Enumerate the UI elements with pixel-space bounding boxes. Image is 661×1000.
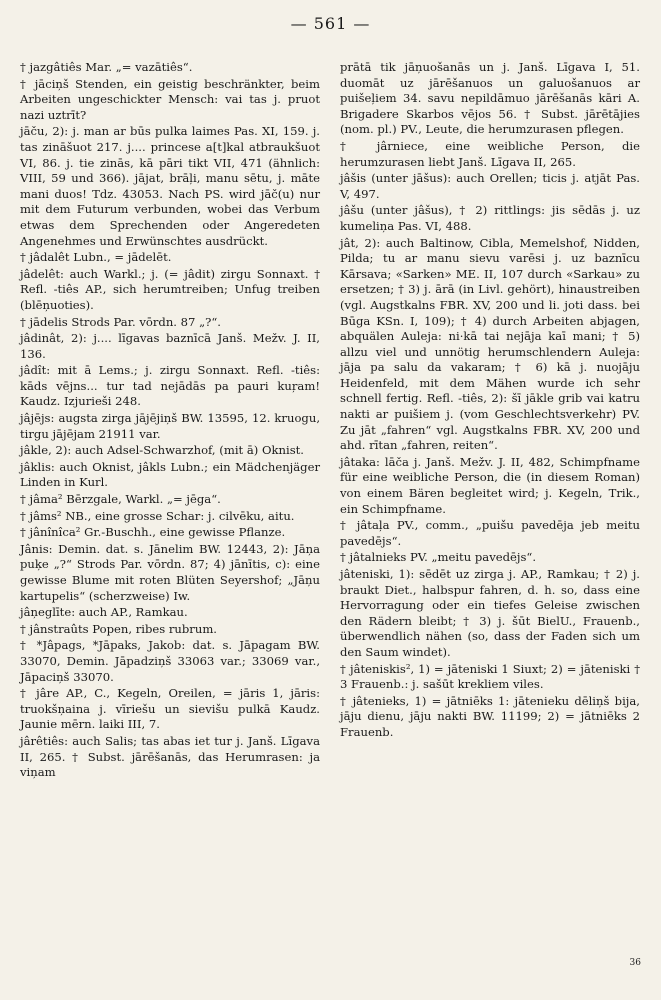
dictionary-entry: jâjējs: augsta zirga jājējiņš BW. 13595, 12. kruogu, tirgu jājējam 21911 var. — [20, 411, 320, 441]
dictionary-entry: † jādelis Strods Par. vōrdn. 87 „?“. — [20, 314, 221, 329]
page-number: — 561 — — [290, 14, 371, 33]
dictionary-entry: jâšis (unter jāšus): auch Orellen; ticis j. atjāt Pas. V, 497. — [340, 171, 640, 201]
dictionary-entry: † jâtaļa PV., comm., „puišu pavedēja jeb meitu pavedējs“. — [340, 518, 640, 548]
dictionary-entry: prātā tik jāņuošanās un j. Janš. Līgava I, 51. duomāt uz jārēšanuos un galuošanuos ar puišeļiem 34. savu nepildāmuo jārēšanās kāri A. Brigadere Skarbos vējos 56. † Subst. jārētājies (nom. pl.) PV., Leute, die herumzurasen pflegen. — [340, 60, 640, 137]
dictionary-entry: † jâteniskis², 1) = jāteniski 1 Siuxt; 2) = jāteniski † 3 Frauenb.: j. sašūt krekliem viles. — [340, 661, 640, 692]
dictionary-entry: jâdît: mit ā Lems.; j. zirgu Sonnaxt. Refl. -tiês: kāds vējns... tur tad nejādās pa pauri kuŗam! Kaudz. Izjurieši 248. — [20, 363, 320, 409]
dictionary-entry: † jâtalnieks PV. „meitu pavedējs“. — [340, 550, 537, 565]
dictionary-entry: jât, 2): auch Baltinow, Cibla, Memelshof, Nidden, Pilda; tu ar manu sievu varēsi j. uz baznīcu Kārsava; «Sarken» ME. II, 107 durch «Sarkau» zu ersetzen; † 3) j. ārā (in Livl. gehört), hinaustreiben (vgl. Augstkalns FBR. XV, 200 und li. joti dass. bei Būga KSn. I, 109); † 4) durch Arbeiten abjagen, abquälen Auleja: ni·kā tai nejāja kaī mani; † 5) allzu viel und unnötig herumschlendern Auleja: jāja pa salu da vakaram; † 6) kā j. nuojāju Heidenfeld, mit dem Mähen wurde ich sehr schnell fertig. Refl. -tiês, 2): šī jākle grib vai katru nakti ar puišiem j. (vom Geschlechtsverkehr) PV. Zu jāt „fahren“ vgl. Augstkalns FBR. XV, 200 und ahd. rītan „fahren, reiten“. — [340, 235, 640, 453]
signature-mark: 36 — [629, 958, 641, 968]
dictionary-entry: Jânis: Demin. dat. s. Jānelim BW. 12443, 2): Jāņa puķe „?“ Strods Par. vōrdn. 87; 4) jānītis, c): eine gewisse Blume mit roten Blüten Seyershof; „Jāņu kartupelis“ (scherzweise) Iw. — [20, 541, 320, 603]
dictionary-entry: jâdinât, 2): j.... līgavas baznīcā Janš. Mežv. J. II, 136. — [20, 331, 320, 361]
dictionary-entry: † jâre AP., C., Kegeln, Oreilen, = jāris 1, jāris: truokšņaina j. vīriešu un sievišu pulkā Kaudz. Jaunie mērn. laiki III, 7. — [20, 686, 320, 732]
right-column — [340, 60, 640, 742]
dictionary-entry: † jāciņš Stenden, ein geistig beschränkter, beim Arbeiten ungeschickter Mensch: vai tas j. pruot nazi uztrīt? — [20, 76, 320, 122]
dictionary-entry: jâņeglīte: auch AP., Ramkau. — [20, 605, 188, 620]
dictionary-entry: jâkle, 2): auch Adsel-Schwarzhof, (mit ā) Oknist. — [20, 443, 304, 458]
dictionary-entry: jāču, 2): j. man ar būs pulka laimes Pas. XI, 159. j. tas zināšuot 217. j.... princese a[t]kal atbraukšuot VI, 86. j. tie zinās, kā pāri tikt VII, 471 (ähnlich: VIII, 59 und 366). jājat, brāļi, manu sētu, j. māte mani duos! Tdz. 43053. Nach PS. wird jāč(u) nur mit dem Futurum verbunden, wobei das Verbum etwas dem Sprechenden oder Angeredeten Angenehmes und Erwünschtes ausdrückt. — [20, 124, 320, 248]
dictionary-entry: † jazgâtiês Mar. „= vazātiês“. — [20, 60, 193, 74]
left-column — [20, 60, 320, 782]
dictionary-entry: † jâdalêt Lubn., = jādelēt. — [20, 250, 172, 265]
dictionary-entry: † jâtenieks, 1) = jātniēks 1: jātenieku dēliņš bija, jāju dienu, jāju nakti BW. 11199; 2) = jātniēks 2 Frauenb. — [340, 693, 640, 739]
dictionary-entry: jâtaka: lāča j. Janš. Mežv. J. II, 482, Schimpfname für eine weibliche Person, die (in diesem Roman) von einem Bären begleitet wird; j. Kegeln, Trik., ein Schimpfname. — [340, 454, 640, 516]
dictionary-entry: † *Jâpags, *Jāpaks, Jakob: dat. s. Jāpagam BW. 33070, Demin. Jāpadziņš 33063 var.; 33069 var., Jāpaciņš 33070. — [20, 638, 320, 684]
dictionary-entry: † jânînîca² Gr.-Buschh., eine gewisse Pflanze. — [20, 525, 286, 540]
dictionary-entry: jâdelêt: auch Warkl.; j. (= jâdit) zirgu Sonnaxt. † Refl. -tiês AP., sich herumtreiben; Unfug treiben (blēņuoties). — [20, 266, 320, 312]
dictionary-entry: jâteniski, 1): sēdēt uz zirga j. AP., Ramkau; † 2) j. braukt Diet., halbspur fahren, d. h. so, dass eine Hervorragung oder ein tiefes Geleise zwischen den Rädern bleibt; † 3) j. šūt BielU., Frauenb., überwendlich nähen (so, dass der Faden sich um den Saum windet). — [340, 567, 640, 659]
dictionary-entry: † jâma² Bērzgale, Warkl. „= jēga“. — [20, 492, 221, 507]
dictionary-entry: jâklis: auch Oknist, jâkls Lubn.; ein Mädchenjäger Linden in Kurl. — [20, 459, 320, 490]
dictionary-entry: jârêtiês: auch Salis; tas abas iet tur j. Janš. Līgava II, 265. † Subst. jārēšanās, das Herumrasen: ja viņam — [20, 733, 320, 780]
dictionary-entry: jâšu (unter jâšus), † 2) rittlings: jis sēdās j. uz kumeliņa Pas. VI, 488. — [340, 203, 640, 233]
dictionary-entry: † jâms² NB., eine grosse Schar: j. cilvēku, aitu. — [20, 508, 295, 523]
dictionary-entry: † jânstraûts Popen, ribes rubrum. — [20, 621, 217, 636]
dictionary-entry: † jârniece, eine weibliche Person, die herumzurasen liebt Janš. Līgava II, 265. — [340, 138, 640, 169]
